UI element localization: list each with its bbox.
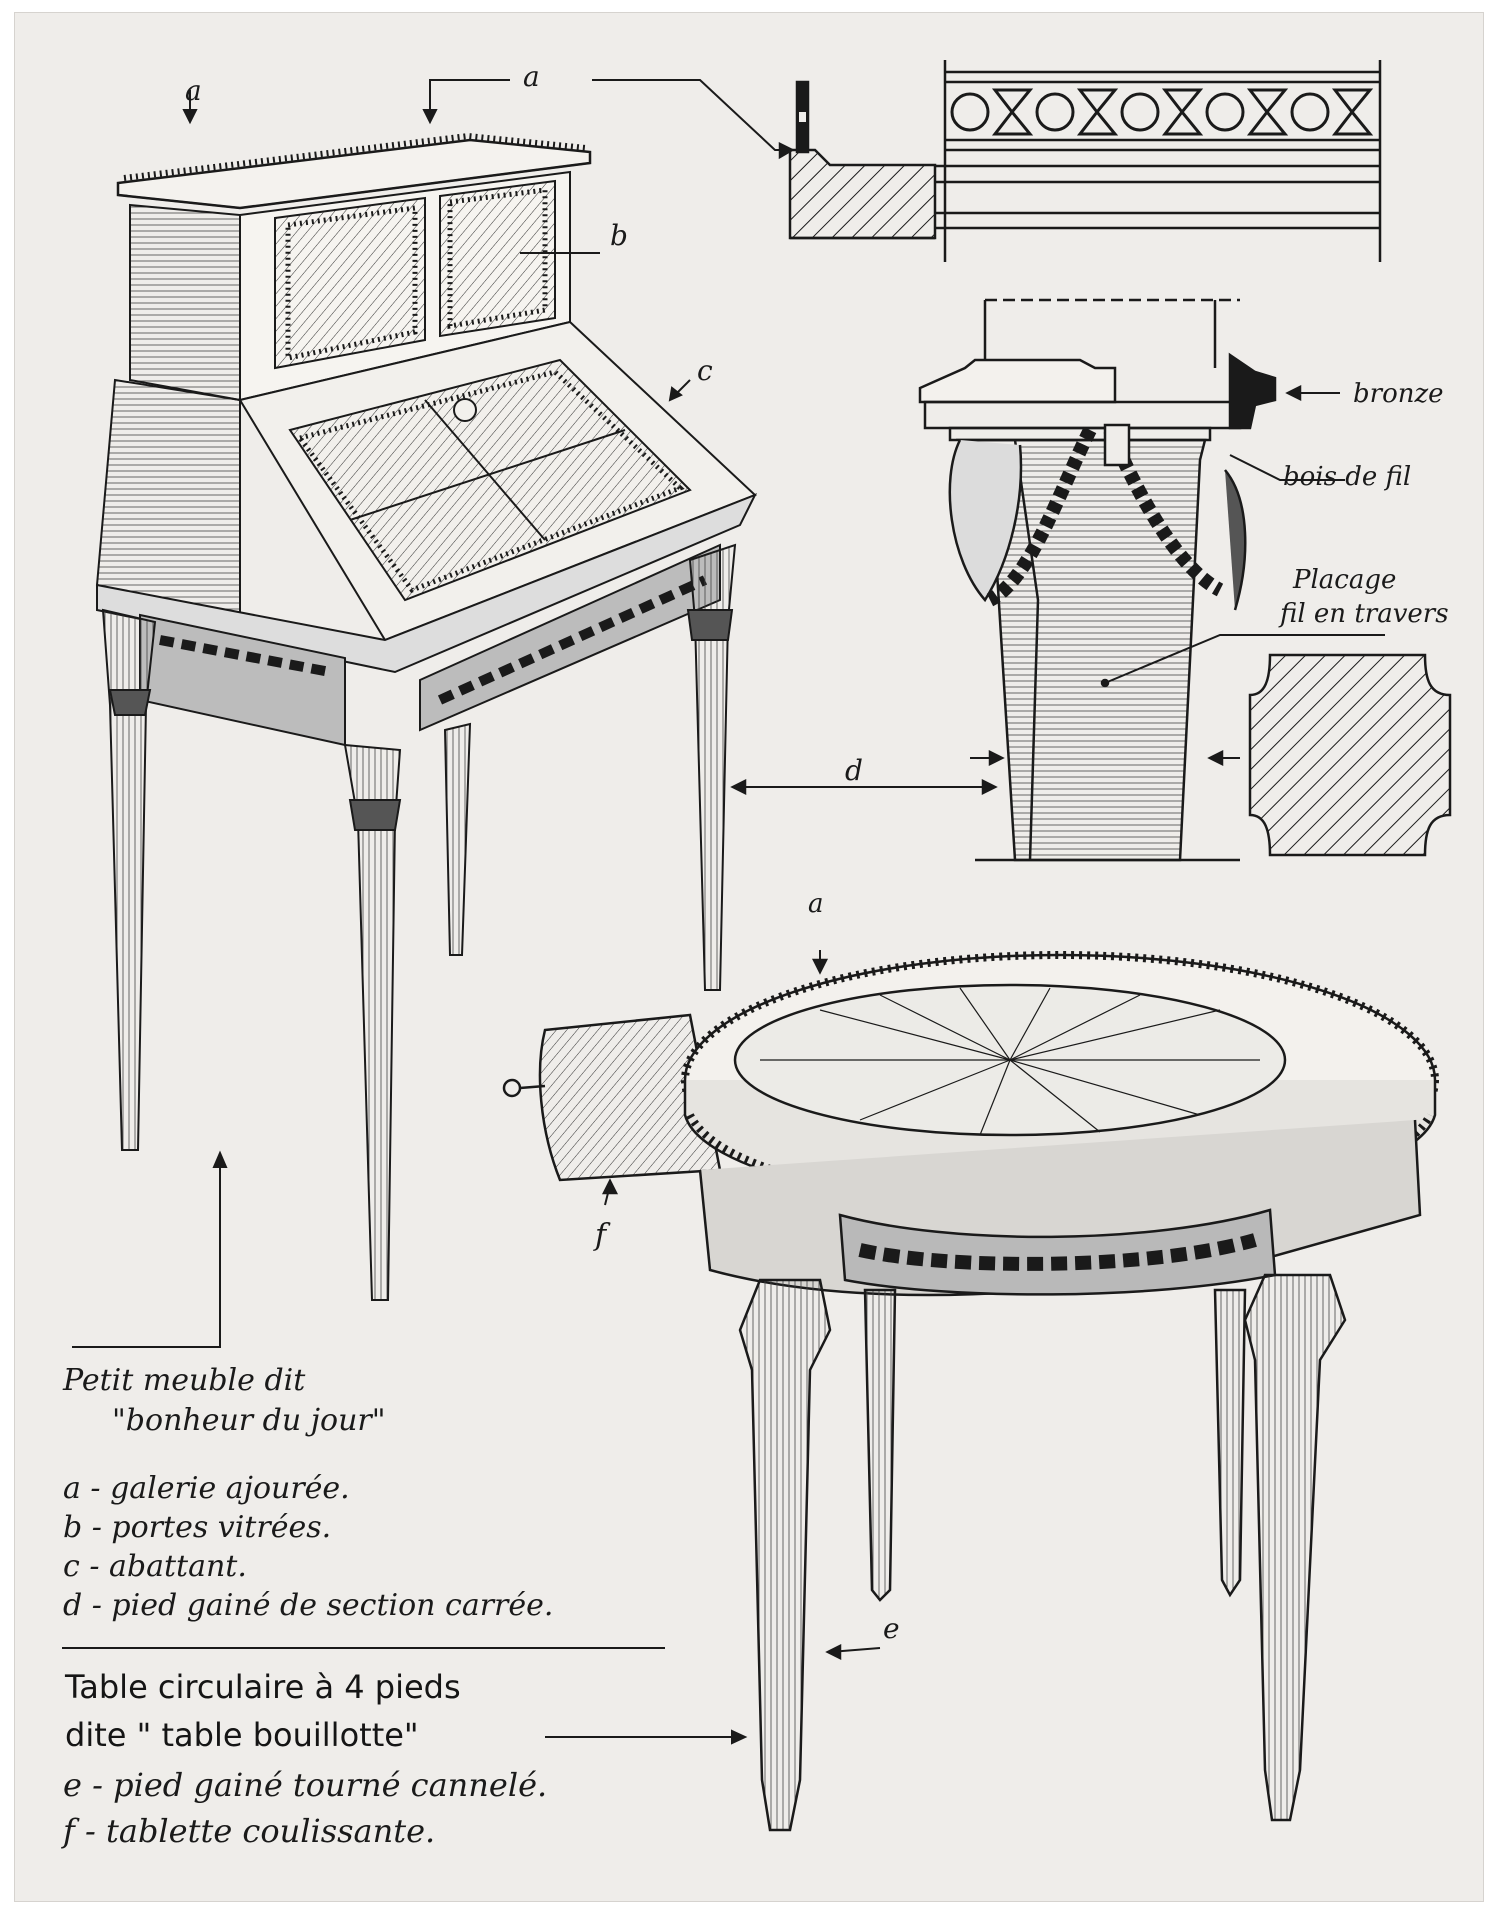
caption-bonheur-du-jour [62,1363,553,1623]
label-bronze: bronze [1353,379,1444,409]
label-a-table: a [808,889,824,919]
caption-table-bouillotte [61,1668,547,1850]
caption-table-item-f: f - tablette coulissante. [63,1812,436,1850]
label-placage-2: fil en travers [1280,599,1449,629]
label-a-galerie-left: a [185,74,202,107]
caption-table-title-1: Table circulaire à 4 pieds [65,1668,461,1706]
label-c: c [697,354,713,387]
caption-bonheur-item-a: a - galerie ajourée. [63,1471,350,1506]
caption-bonheur-item-d: d - pied gainé de section carrée. [63,1588,554,1623]
label-bois-de-fil: bois de fil [1283,462,1412,492]
label-f: f [595,1218,607,1253]
table-bouillotte-drawing [504,950,1435,1830]
caption-bonheur-title-2: "bonheur du jour" [112,1403,386,1438]
label-a-galerie-top: a [523,60,540,93]
galerie-detail-drawing [592,60,1380,262]
label-d: d [845,754,863,787]
caption-table-title-2: dite " table bouillotte" [65,1716,419,1754]
caption-bonheur-item-c: c - abattant. [63,1549,247,1584]
caption-bonheur-item-b: b - portes vitrées. [63,1510,332,1545]
label-placage-1: Placage [1293,565,1397,595]
label-b: b [610,219,628,252]
caption-table-item-e: e - pied gainé tourné cannelé. [63,1766,548,1804]
label-e: e [883,1612,900,1645]
caption-bonheur-title-1: Petit meuble dit [63,1363,306,1398]
